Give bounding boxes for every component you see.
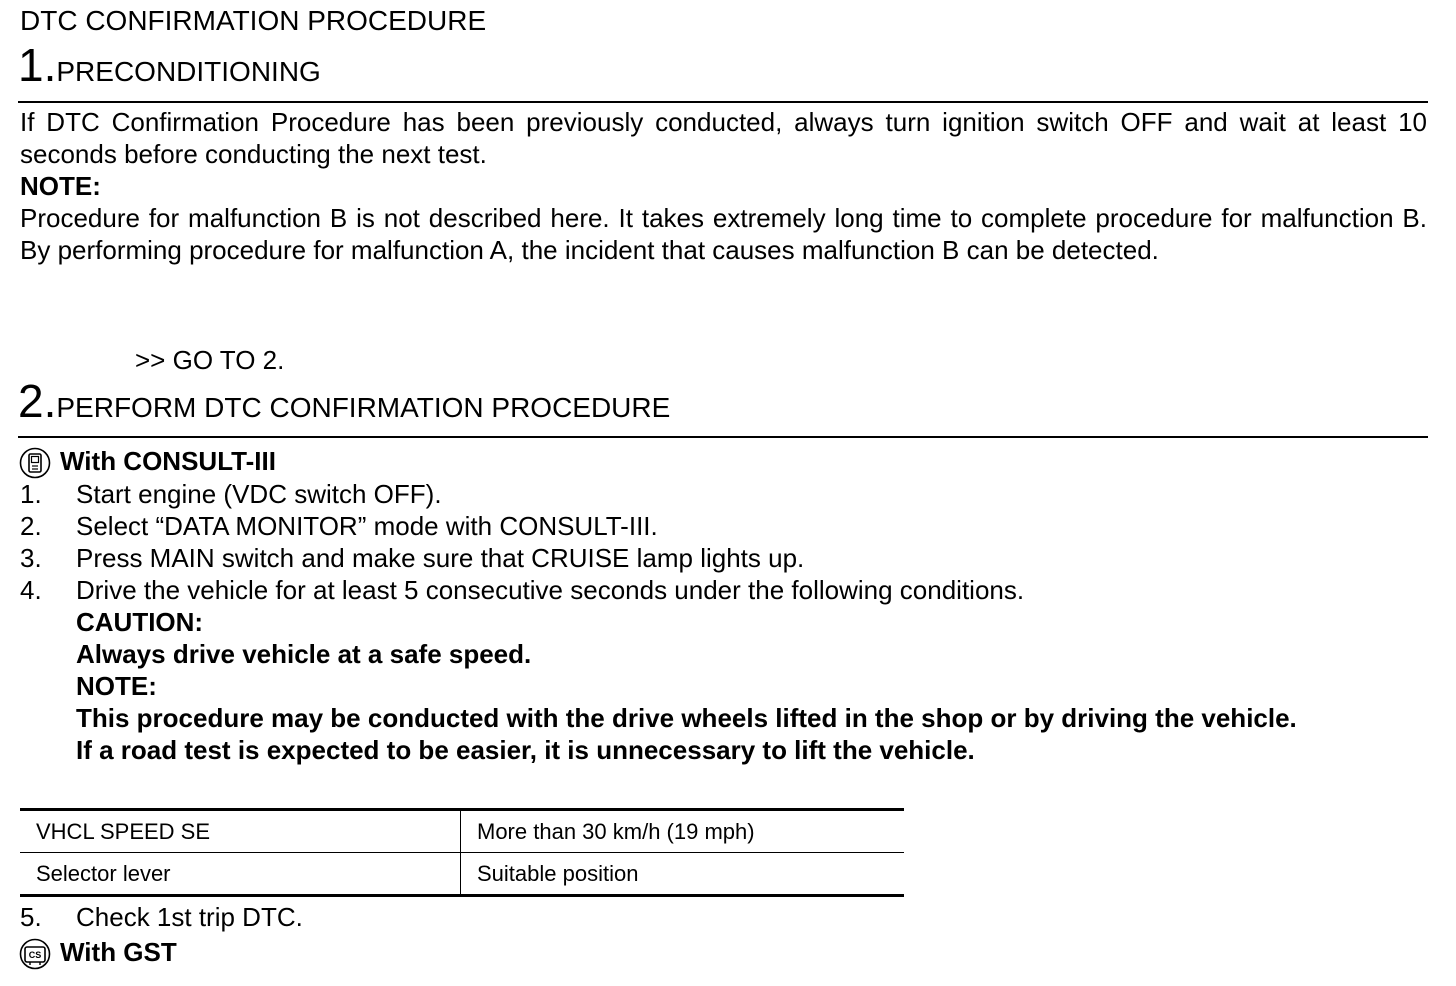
gst-header: With GST bbox=[60, 937, 177, 967]
item-text: Press MAIN switch and make sure that CRUISE lamp lights up. bbox=[76, 543, 805, 573]
gst-scan-tool-icon bbox=[19, 938, 51, 970]
condition-value: Suitable position bbox=[461, 853, 905, 896]
driving-conditions-table bbox=[20, 808, 904, 897]
goto-step-2-link[interactable]: >> GO TO 2. bbox=[135, 345, 285, 375]
note-label: NOTE: bbox=[76, 671, 157, 701]
step-1-divider bbox=[18, 101, 1428, 103]
item-text: Start engine (VDC switch OFF). bbox=[76, 479, 442, 509]
item-number: 1. bbox=[20, 479, 42, 509]
caution-text: Always drive vehicle at a safe speed. bbox=[76, 639, 532, 669]
step-2-divider bbox=[18, 436, 1428, 438]
step-1-note-label: NOTE: bbox=[20, 171, 101, 201]
item-number: 5. bbox=[20, 902, 42, 932]
step-1-header bbox=[18, 38, 321, 92]
step-2-title: PERFORM DTC CONFIRMATION PROCEDURE bbox=[56, 392, 671, 423]
note-text-line-2: If a road test is expected to be easier, it is unnecessary to lift the vehicle. bbox=[76, 735, 975, 765]
condition-item: Selector lever bbox=[20, 853, 461, 896]
consult-iii-header: With CONSULT-III bbox=[60, 446, 276, 476]
table-row bbox=[20, 853, 904, 896]
condition-item: VHCL SPEED SE bbox=[20, 810, 461, 853]
step-2-number: 2. bbox=[18, 375, 57, 427]
item-text: Drive the vehicle for at least 5 consecutive seconds under the following conditions. bbox=[76, 575, 1025, 605]
step-1-note-text: Procedure for malfunction B is not described here. It takes extremely long time to complete procedure for malfunction B. By performing procedure for malfunction A, the incident that causes malfunction B can be detected. bbox=[20, 203, 1427, 265]
page-title: DTC CONFIRMATION PROCEDURE bbox=[20, 5, 487, 36]
step-1-title: PRECONDITIONING bbox=[56, 56, 321, 87]
caution-label: CAUTION: bbox=[76, 607, 204, 637]
step-2-header bbox=[18, 374, 670, 428]
consult-tool-icon bbox=[19, 447, 51, 479]
svg-text:CS: CS bbox=[28, 950, 42, 960]
table-row bbox=[20, 810, 904, 853]
item-number: 4. bbox=[20, 575, 42, 605]
item-text: Select “DATA MONITOR” mode with CONSULT-III. bbox=[76, 511, 658, 541]
note-text-line-1: This procedure may be conducted with the drive wheels lifted in the shop or by driving the vehicle. bbox=[76, 703, 1297, 733]
item-number: 3. bbox=[20, 543, 42, 573]
step-1-intro: If DTC Confirmation Procedure has been previously conducted, always turn ignition switch OFF and wait at least 10 seconds before conducting the next test. bbox=[20, 107, 1427, 169]
item-text: Check 1st trip DTC. bbox=[76, 902, 303, 932]
step-1-number: 1. bbox=[18, 39, 57, 91]
item-number: 2. bbox=[20, 511, 42, 541]
condition-value: More than 30 km/h (19 mph) bbox=[461, 810, 905, 853]
